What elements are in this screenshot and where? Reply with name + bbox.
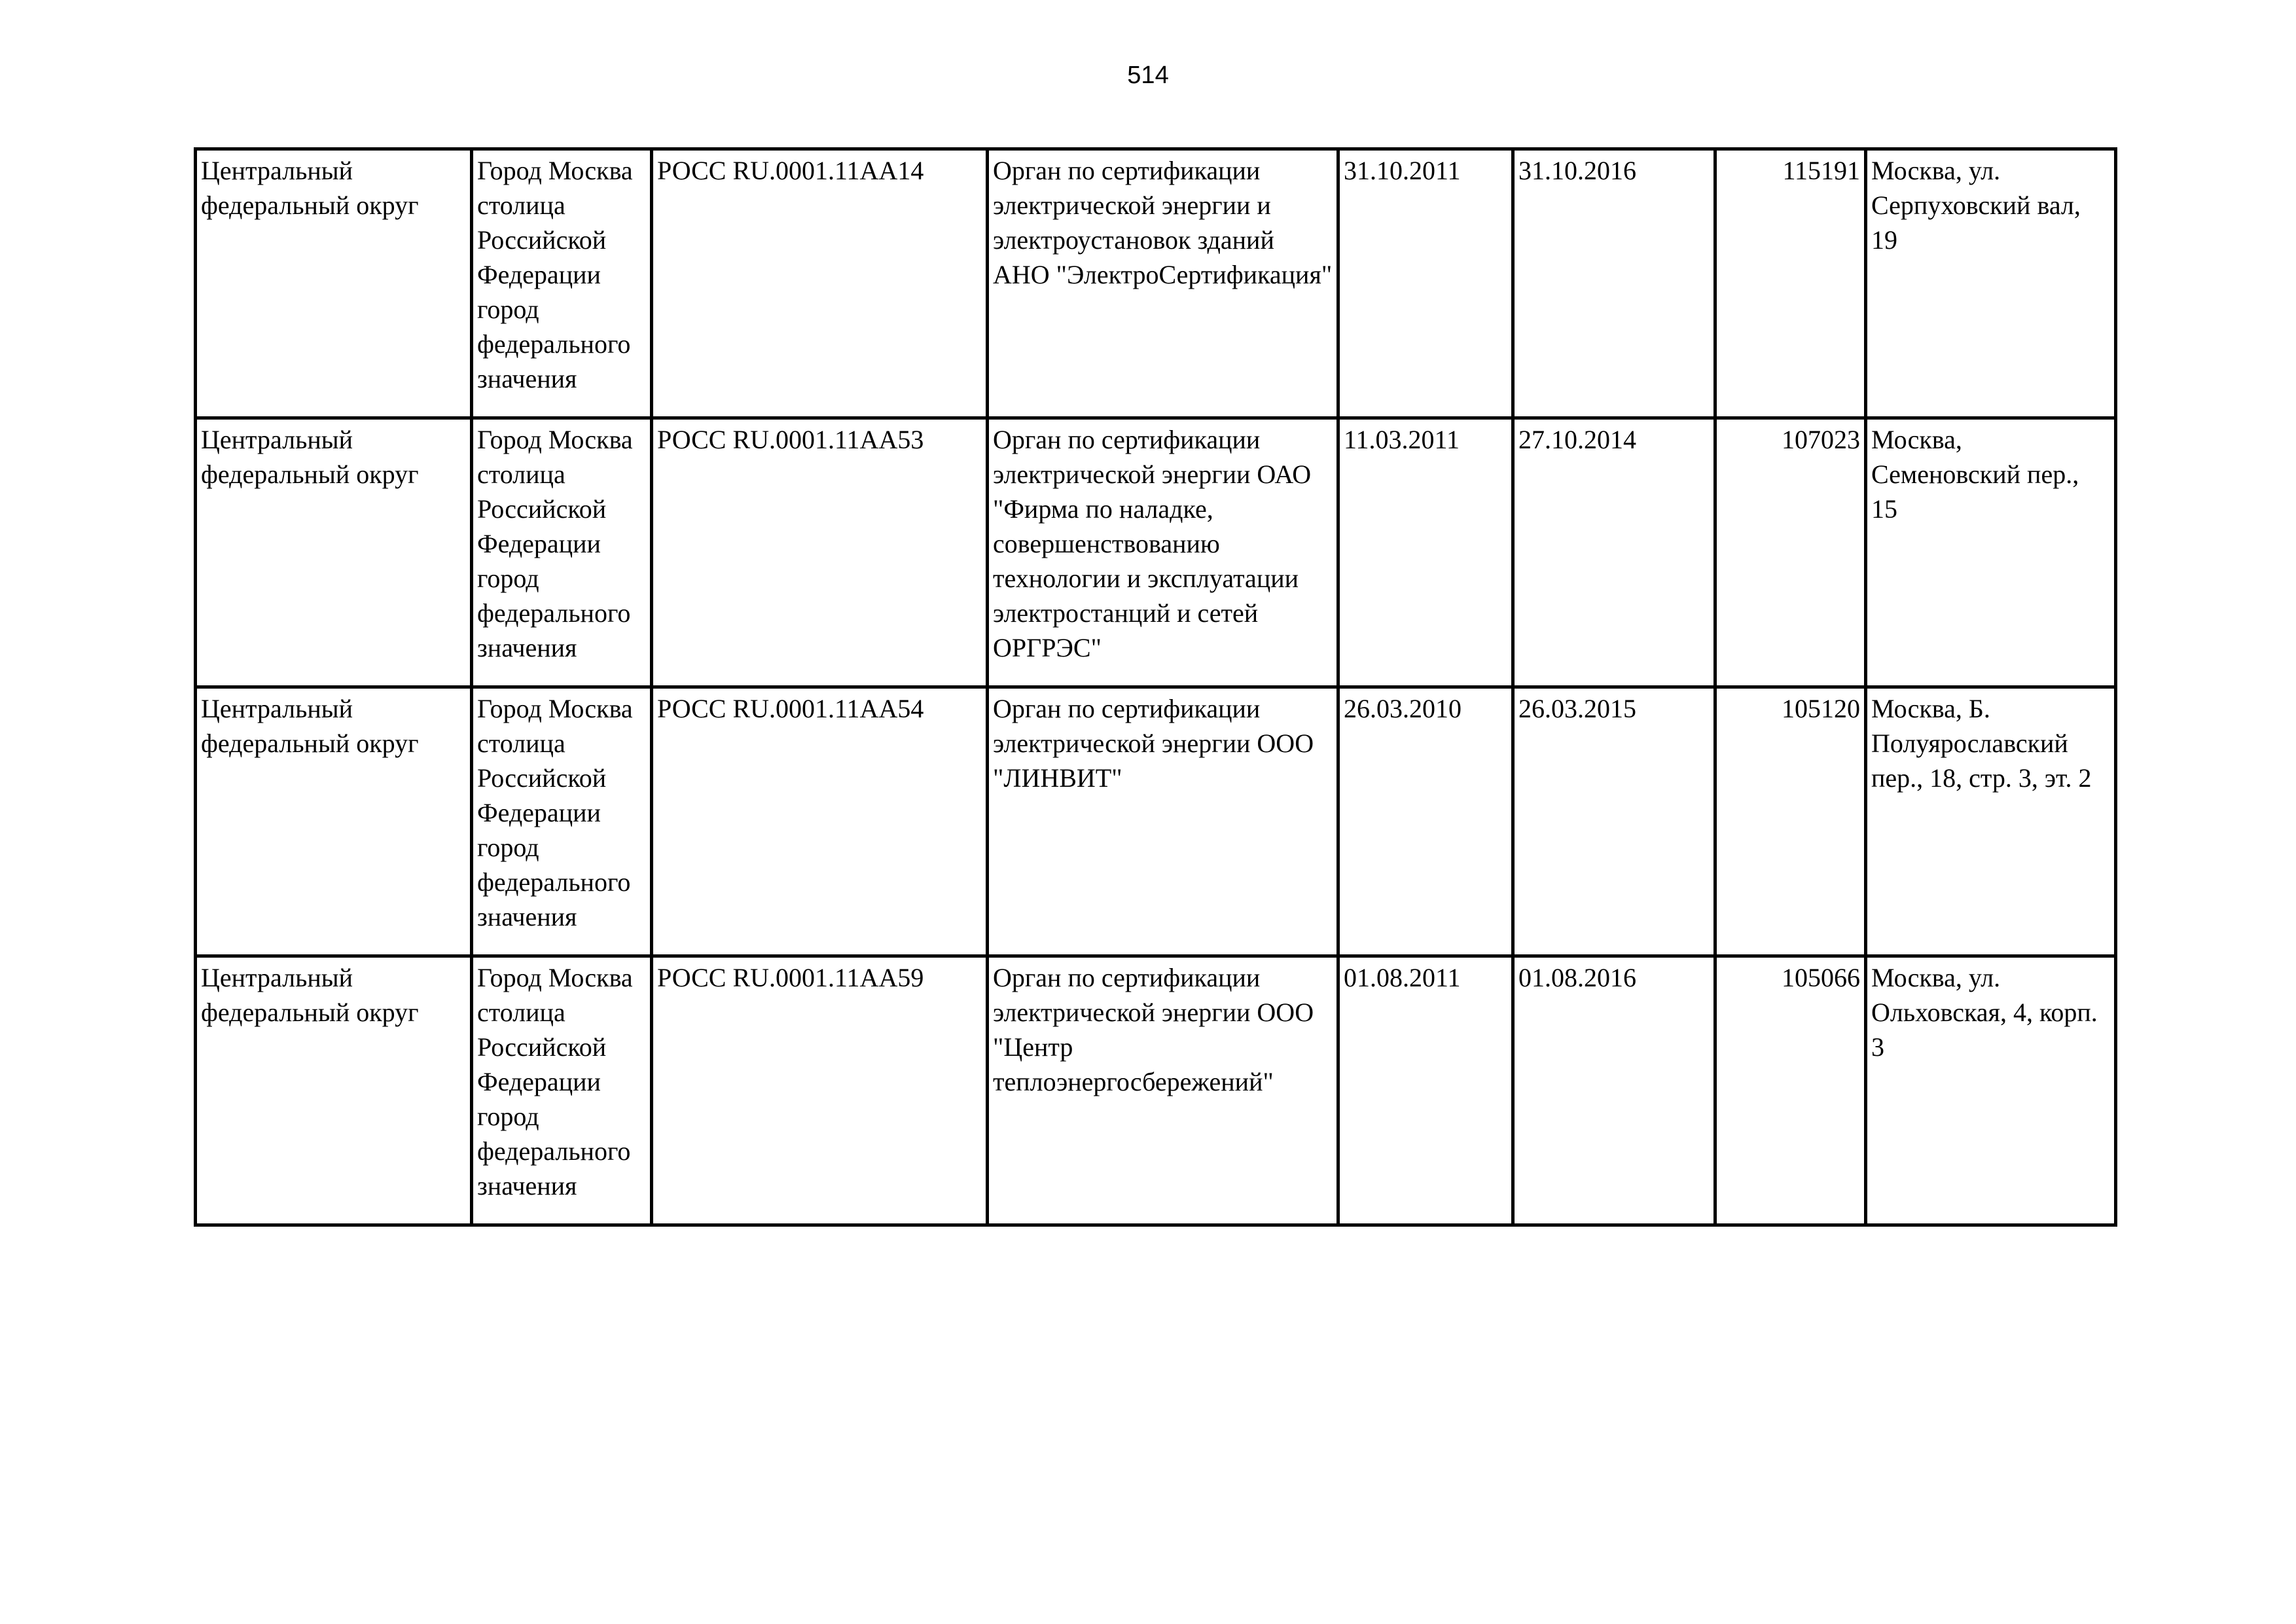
cell-organization-text: Орган по сертификации электрической энергии ООО "Центр теплоэнергосбережений": [993, 963, 1314, 1096]
cell-zip: [1715, 149, 1866, 418]
table-row: [196, 687, 2116, 956]
cell-district: [196, 687, 472, 956]
cell-date-issued: [1338, 956, 1513, 1225]
cell-organization-text: Орган по сертификации электрической энергии ООО "ЛИНВИТ": [993, 694, 1314, 793]
table-row: [196, 956, 2116, 1225]
cell-region-text: Город Москва столица Российской Федерации город федерального значения: [477, 425, 633, 662]
cell-date-valid: [1513, 687, 1715, 956]
cell-address-text: Москва, Б. Полуярославский пер., 18, стр. 3, эт. 2: [1871, 694, 2092, 793]
cell-reg-number: [652, 149, 988, 418]
cell-region-text: Город Москва столица Российской Федерации город федерального значения: [477, 156, 633, 393]
cell-region: [472, 418, 652, 687]
cell-zip-text: 107023: [1782, 425, 1860, 454]
cell-date-valid: [1513, 418, 1715, 687]
cell-date-valid-text: 31.10.2016: [1518, 156, 1636, 185]
cell-date-issued: [1338, 418, 1513, 687]
cell-date-valid: [1513, 956, 1715, 1225]
cell-reg-number: [652, 418, 988, 687]
cell-address: [1866, 418, 2116, 687]
cell-region: [472, 149, 652, 418]
cell-region: [472, 687, 652, 956]
cell-address: [1866, 149, 2116, 418]
cell-zip: [1715, 956, 1866, 1225]
cell-organization-text: Орган по сертификации электрической энергии и электроустановок зданий АНО "ЭлектроСертификация": [993, 156, 1333, 289]
cell-reg-number-text: РОСС RU.0001.11АА54: [657, 694, 924, 723]
cell-date-issued-text: 26.03.2010: [1344, 694, 1462, 723]
cell-region-text: Город Москва столица Российской Федерации город федерального значения: [477, 963, 633, 1200]
cell-reg-number: [652, 956, 988, 1225]
cell-address-text: Москва, ул. Серпуховский вал, 19: [1871, 156, 2081, 255]
cell-reg-number: [652, 687, 988, 956]
cell-date-valid-text: 01.08.2016: [1518, 963, 1636, 992]
cell-district: [196, 149, 472, 418]
cell-district: [196, 956, 472, 1225]
cell-date-issued-text: 01.08.2011: [1344, 963, 1461, 992]
cell-district: [196, 418, 472, 687]
cell-date-valid-text: 27.10.2014: [1518, 425, 1636, 454]
cell-reg-number-text: РОСС RU.0001.11АА59: [657, 963, 924, 992]
cell-date-valid-text: 26.03.2015: [1518, 694, 1636, 723]
cell-organization: [988, 149, 1338, 418]
table-row: [196, 149, 2116, 418]
cell-reg-number-text: РОСС RU.0001.11АА53: [657, 425, 924, 454]
cell-organization: [988, 687, 1338, 956]
cell-zip-text: 105066: [1782, 963, 1860, 992]
cell-region: [472, 956, 652, 1225]
cell-date-issued-text: 31.10.2011: [1344, 156, 1461, 185]
cell-district-text: Центральный федеральный округ: [201, 963, 419, 1027]
cell-address-text: Москва, Семеновский пер., 15: [1871, 425, 2079, 524]
cell-zip: [1715, 418, 1866, 687]
table-body: [196, 149, 2116, 1225]
cell-zip-text: 105120: [1782, 694, 1860, 723]
cell-zip-text: 115191: [1782, 156, 1860, 185]
cell-date-valid: [1513, 149, 1715, 418]
cell-address-text: Москва, ул. Ольховская, 4, корп. 3: [1871, 963, 2098, 1062]
cell-reg-number-text: РОСС RU.0001.11АА14: [657, 156, 924, 185]
table-row: [196, 418, 2116, 687]
cell-zip: [1715, 687, 1866, 956]
cell-organization: [988, 418, 1338, 687]
cell-district-text: Центральный федеральный округ: [201, 694, 419, 758]
cell-date-issued: [1338, 687, 1513, 956]
cell-district-text: Центральный федеральный округ: [201, 425, 419, 489]
cell-date-issued: [1338, 149, 1513, 418]
cell-address: [1866, 687, 2116, 956]
cell-organization-text: Орган по сертификации электрической энергии ОАО "Фирма по наладке, совершенствованию технологии и эксплуатации электростанций и сетей ОРГРЭС": [993, 425, 1312, 662]
cell-address: [1866, 956, 2116, 1225]
certification-bodies-table: [194, 147, 2117, 1227]
page-number: 514: [1127, 62, 1169, 89]
cell-region-text: Город Москва столица Российской Федерации город федерального значения: [477, 694, 633, 931]
cell-district-text: Центральный федеральный округ: [201, 156, 419, 220]
cell-organization: [988, 956, 1338, 1225]
cell-date-issued-text: 11.03.2011: [1344, 425, 1460, 454]
